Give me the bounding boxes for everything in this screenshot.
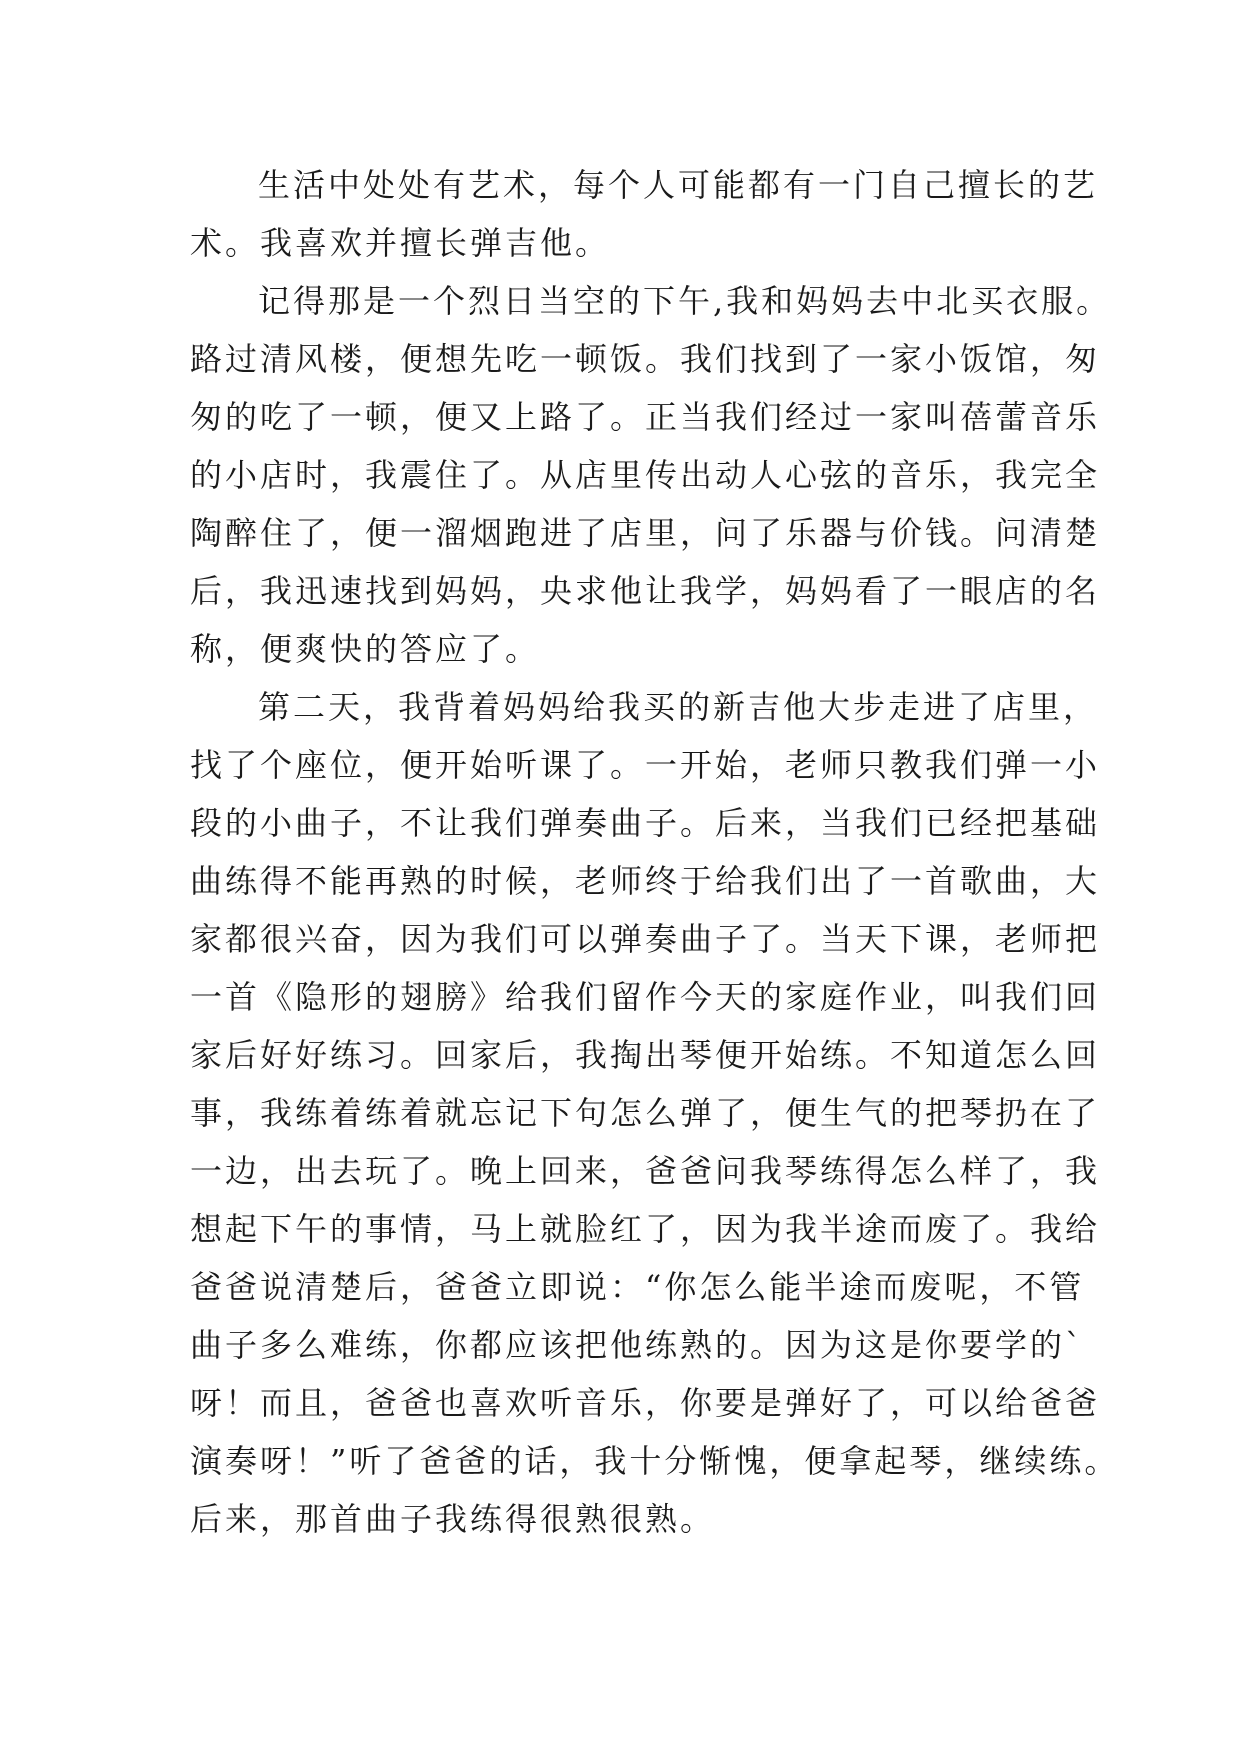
text-line: 第二天，我背着妈妈给我买的新吉他大步走进了店里， [258, 688, 1099, 726]
text-line: 事，我练着练着就忘记下句怎么弹了，便生气的把琴扔在了 [190, 1094, 1101, 1132]
text-line: 曲练得不能再熟的时候，老师终于给我们出了一首歌曲，大 [190, 862, 1101, 900]
text-line: 呀！而且，爸爸也喜欢听音乐，你要是弹好了，可以给爸爸 [190, 1384, 1101, 1422]
text-line: 术。我喜欢并擅长弹吉他。 [190, 224, 611, 262]
text-line: 一首《隐形的翅膀》给我们留作今天的家庭作业，叫我们回 [190, 978, 1101, 1016]
text-line: 爸爸说清楚后，爸爸立即说：“你怎么能半途而废呢，不管 [190, 1268, 1085, 1306]
text-line: 段的小曲子，不让我们弹奏曲子。后来，当我们已经把基础 [190, 804, 1101, 842]
text-line: 生活中处处有艺术，每个人可能都有一门自己擅长的艺 [258, 166, 1099, 204]
text-line: 曲子多么难练，你都应该把他练熟的。因为这是你要学的` [190, 1326, 1085, 1364]
text-line: 路过清风楼，便想先吃一顿饭。我们找到了一家小饭馆，匆 [190, 340, 1101, 378]
text-line: 后来，那首曲子我练得很熟很熟。 [190, 1500, 716, 1538]
text-line: 的小店时，我震住了。从店里传出动人心弦的音乐，我完全 [190, 456, 1101, 494]
text-line: 记得那是一个烈日当空的下午,我和妈妈去中北买衣服。 [258, 282, 1112, 320]
text-line: 演奏呀！”听了爸爸的话，我十分惭愧，便拿起琴，继续练。 [190, 1442, 1120, 1480]
text-line: 陶醉住了，便一溜烟跑进了店里，问了乐器与价钱。问清楚 [190, 514, 1101, 552]
text-line: 称，便爽快的答应了。 [190, 630, 541, 668]
text-line: 后，我迅速找到妈妈，央求他让我学，妈妈看了一眼店的名 [190, 572, 1101, 610]
text-line: 想起下午的事情，马上就脸红了，因为我半途而废了。我给 [190, 1210, 1101, 1248]
text-line: 匆的吃了一顿，便又上路了。正当我们经过一家叫蓓蕾音乐 [190, 398, 1101, 436]
text-line: 家都很兴奋，因为我们可以弹奏曲子了。当天下课，老师把 [190, 920, 1101, 958]
text-line: 一边，出去玩了。晚上回来，爸爸问我琴练得怎么样了，我 [190, 1152, 1101, 1190]
text-line: 找了个座位，便开始听课了。一开始，老师只教我们弹一小 [190, 746, 1101, 784]
text-line: 家后好好练习。回家后，我掏出琴便开始练。不知道怎么回 [190, 1036, 1101, 1074]
essay-body [190, 156, 1120, 1548]
